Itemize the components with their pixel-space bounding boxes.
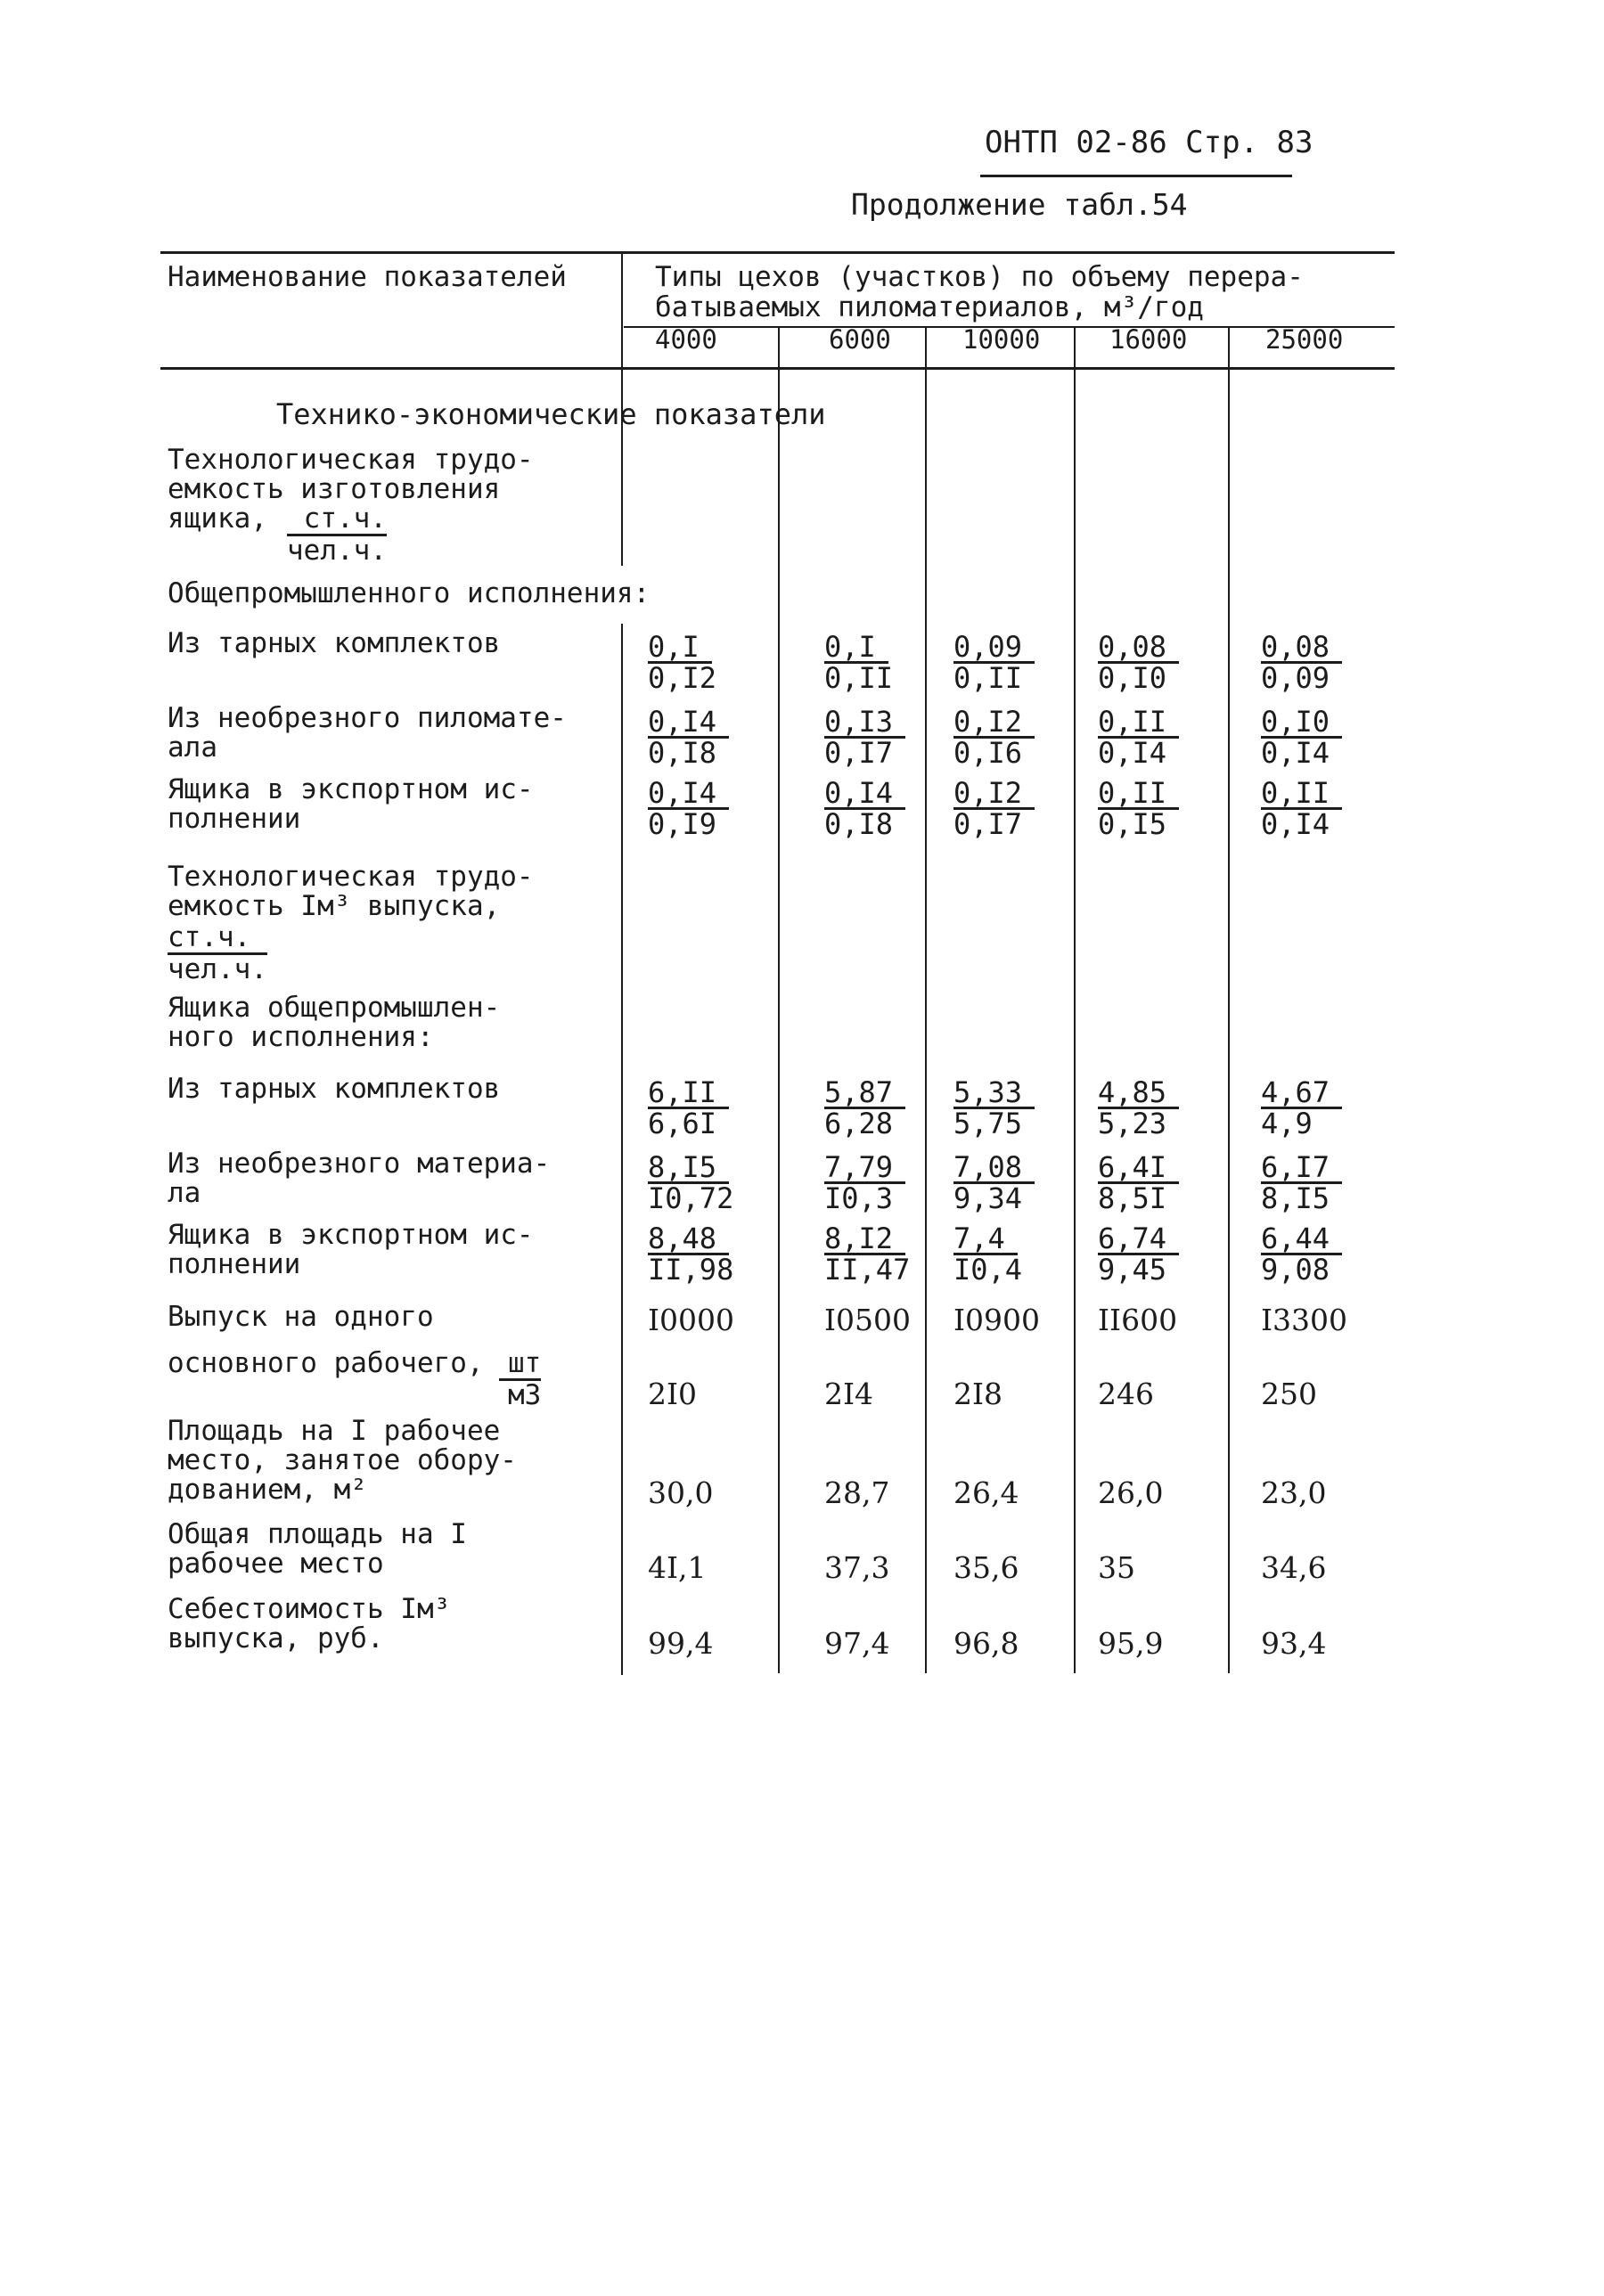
fraction-cell	[1261, 630, 1342, 695]
fraction-cell	[824, 776, 905, 841]
value-cell: 26,4	[953, 1475, 1019, 1510]
column-header-types-line1: Типы цехов (участков) по объему перера-	[655, 261, 1304, 293]
fraction-numerator: 8,I5	[648, 1153, 729, 1184]
value-cell: I0000	[648, 1303, 735, 1337]
fraction-denominator: 9,45	[1098, 1253, 1167, 1287]
value-cell: I3300	[1261, 1303, 1348, 1337]
fraction-numerator: 5,87	[824, 1078, 905, 1109]
column-header-6000: 6000	[829, 324, 891, 355]
fraction-cell	[648, 1150, 734, 1215]
fraction-denominator: 9,34	[953, 1181, 1023, 1215]
fraction-numerator: 8,48	[648, 1224, 729, 1255]
fraction-cell	[1261, 705, 1342, 770]
fraction-numerator: 4,67	[1261, 1078, 1342, 1109]
fraction-cell	[1098, 705, 1179, 770]
column-divider-1	[778, 328, 780, 1673]
fraction-cell	[1261, 776, 1342, 841]
row-label: место, занятое обору-	[168, 1444, 517, 1476]
fraction-denominator: 0,II	[824, 661, 894, 695]
row-label: ала	[168, 731, 217, 764]
fraction-numerator: 6,44	[1261, 1224, 1342, 1255]
fraction-cell	[824, 1075, 905, 1140]
value-cell: 99,4	[648, 1626, 714, 1661]
fraction-denominator: 0,I4	[1261, 807, 1330, 841]
row-label: основного рабочего,	[168, 1347, 484, 1379]
section-title: Технико-экономические показатели	[276, 397, 826, 431]
fraction-numerator: 6,4I	[1098, 1153, 1179, 1184]
column-header-10000: 10000	[962, 324, 1041, 355]
header-underline	[980, 175, 1292, 177]
group1-unit	[287, 504, 387, 566]
value-cell: 93,4	[1261, 1626, 1327, 1661]
fraction-cell	[1098, 630, 1179, 695]
unit-denominator: чел.ч.	[168, 953, 267, 985]
row-label: ла	[168, 1177, 201, 1209]
fraction-denominator: 0,I7	[824, 736, 894, 770]
unit-numerator: шт	[499, 1349, 541, 1381]
group1-title-line: ящика,	[168, 503, 267, 535]
table-continuation: Продолжение табл.54	[851, 187, 1188, 222]
row-label: Площадь на I рабочее	[168, 1415, 501, 1447]
value-cell: 4I,1	[648, 1550, 707, 1585]
fraction-numerator: 0,I	[824, 633, 888, 664]
fraction-numerator: 0,I4	[648, 779, 729, 810]
column-divider-4	[1228, 328, 1230, 1673]
fraction-denominator: 5,75	[953, 1107, 1023, 1140]
row-label: рабочее место	[168, 1548, 384, 1580]
group2-unit	[168, 923, 267, 985]
fraction-numerator: 5,33	[953, 1078, 1035, 1109]
value-cell: 2I0	[648, 1377, 698, 1411]
row-label: Из тарных комплектов	[168, 627, 501, 659]
value-cell: 30,0	[648, 1475, 714, 1510]
fraction-cell	[824, 630, 894, 695]
fraction-numerator: 4,85	[1098, 1078, 1179, 1109]
column-header-name: Наименование показателей	[168, 261, 567, 293]
value-cell: 2I8	[953, 1377, 1003, 1411]
fraction-numerator: 0,I2	[953, 707, 1035, 739]
unit-numerator: ст.ч.	[287, 504, 387, 536]
fraction-denominator: 0,I0	[1098, 661, 1167, 695]
fraction-cell	[648, 630, 717, 695]
subgroup2-title-line: Ящика общепромышлен-	[168, 992, 501, 1024]
unit-denominator: м3	[508, 1379, 542, 1411]
fraction-cell	[1098, 1222, 1179, 1287]
fraction-numerator: 0,I	[648, 633, 712, 664]
value-cell: 23,0	[1261, 1475, 1327, 1510]
row-label: Из необрезного материа-	[168, 1148, 551, 1180]
fraction-cell	[953, 630, 1035, 695]
table-divider-name-lower	[621, 624, 623, 1675]
value-cell: 250	[1261, 1377, 1317, 1411]
document-code: ОНТП 02-86 Стр. 83	[985, 125, 1313, 160]
row-label: выпуска, руб.	[168, 1622, 384, 1655]
fraction-cell	[824, 1150, 905, 1215]
fraction-numerator: 0,II	[1261, 779, 1342, 810]
fraction-numerator: 0,09	[953, 633, 1035, 664]
fraction-denominator: 8,5I	[1098, 1181, 1167, 1215]
fraction-denominator: 6,6I	[648, 1107, 717, 1140]
fraction-cell	[953, 1075, 1035, 1140]
fraction-numerator: 7,79	[824, 1153, 905, 1184]
fraction-cell	[1261, 1075, 1342, 1140]
fraction-cell	[824, 1222, 911, 1287]
subgroup1-title: Общепромышленного исполнения:	[168, 577, 651, 609]
value-cell: I0500	[824, 1303, 912, 1337]
fraction-numerator: 0,I0	[1261, 707, 1342, 739]
fraction-denominator: 5,23	[1098, 1107, 1167, 1140]
row-unit-wrap	[499, 1349, 541, 1410]
fraction-denominator: 6,28	[824, 1107, 894, 1140]
row-label: дованием, м²	[168, 1474, 367, 1506]
row-label: Выпуск на одного	[168, 1301, 434, 1333]
fraction-denominator: 0,I4	[1261, 736, 1330, 770]
group2-title-line: Технологическая трудо-	[168, 861, 534, 893]
fraction-denominator: I0,4	[953, 1253, 1023, 1287]
fraction-denominator: 0,09	[1261, 661, 1330, 695]
group2-title-line: емкость Iм³ выпуска,	[168, 890, 501, 922]
fraction-cell	[953, 1150, 1035, 1215]
fraction-numerator: 7,08	[953, 1153, 1035, 1184]
fraction-denominator: 0,I9	[648, 807, 717, 841]
value-cell: 97,4	[824, 1626, 890, 1661]
row-label: полнении	[168, 803, 301, 835]
fraction-denominator: I0,3	[824, 1181, 894, 1215]
fraction-numerator: 0,I3	[824, 707, 905, 739]
column-header-25000: 25000	[1265, 324, 1344, 355]
fraction-cell	[1098, 776, 1179, 841]
fraction-denominator: 0,II	[953, 661, 1023, 695]
fraction-numerator: 0,I2	[953, 779, 1035, 810]
unit-numerator: ст.ч.	[168, 923, 267, 955]
fraction-numerator: 0,II	[1098, 707, 1179, 739]
fraction-denominator: 0,I6	[953, 736, 1023, 770]
fraction-denominator: 0,I5	[1098, 807, 1167, 841]
row-label: Себестоимость Iм³	[168, 1593, 451, 1625]
fraction-denominator: 0,I7	[953, 807, 1023, 841]
fraction-cell	[648, 705, 729, 770]
fraction-cell	[648, 1075, 729, 1140]
group1-title-line: Технологическая трудо-	[168, 444, 534, 476]
row-label: Ящика в экспортном ис-	[168, 773, 534, 805]
fraction-numerator: 8,I2	[824, 1224, 905, 1255]
fraction-cell	[648, 776, 729, 841]
fraction-numerator: 0,08	[1261, 633, 1342, 664]
fraction-cell	[953, 776, 1035, 841]
value-cell: I0900	[953, 1303, 1041, 1337]
fraction-numerator: 0,I4	[648, 707, 729, 739]
fraction-cell	[1098, 1075, 1179, 1140]
fraction-denominator: 8,I5	[1261, 1181, 1330, 1215]
fraction-denominator: I0,72	[648, 1181, 734, 1215]
column-header-4000: 4000	[655, 324, 717, 355]
fraction-denominator: 4,9	[1261, 1107, 1313, 1140]
fraction-numerator: 6,I7	[1261, 1153, 1342, 1184]
fraction-cell	[1098, 1150, 1179, 1215]
fraction-cell	[1261, 1222, 1342, 1287]
fraction-numerator: 0,II	[1098, 779, 1179, 810]
row-label: полнении	[168, 1248, 301, 1280]
column-header-16000: 16000	[1109, 324, 1188, 355]
row-unit	[499, 1349, 541, 1410]
value-cell: 35,6	[953, 1550, 1019, 1585]
group1-title-line: емкость изготовления	[168, 473, 501, 505]
fraction-cell	[953, 1222, 1023, 1287]
fraction-numerator: 6,II	[648, 1078, 729, 1109]
row-label: Из необрезного пиломате-	[168, 702, 567, 734]
row-label: Из тарных комплектов	[168, 1073, 501, 1105]
value-cell: 37,3	[824, 1550, 890, 1585]
fraction-cell	[824, 705, 905, 770]
value-cell: 35	[1098, 1550, 1135, 1585]
value-cell: 34,6	[1261, 1550, 1327, 1585]
value-cell: II600	[1098, 1303, 1178, 1337]
fraction-cell	[648, 1222, 734, 1287]
value-cell: 246	[1098, 1377, 1154, 1411]
column-divider-3	[1074, 328, 1076, 1673]
row-label: Общая площадь на I	[168, 1518, 467, 1550]
unit-denominator: чел.ч.	[287, 535, 387, 567]
subgroup2-title-line: ного исполнения:	[168, 1021, 434, 1053]
fraction-cell	[953, 705, 1035, 770]
fraction-denominator: 0,I8	[648, 736, 717, 770]
row-label: Ящика в экспортном ис-	[168, 1219, 534, 1251]
table-top-rule	[160, 251, 1395, 254]
value-cell: 28,7	[824, 1475, 890, 1510]
value-cell: 95,9	[1098, 1626, 1164, 1661]
fraction-numerator: 0,I4	[824, 779, 905, 810]
fraction-numerator: 6,74	[1098, 1224, 1179, 1255]
fraction-numerator: 7,4	[953, 1224, 1018, 1255]
fraction-denominator: 0,I4	[1098, 736, 1167, 770]
value-cell: 26,0	[1098, 1475, 1164, 1510]
value-cell: 96,8	[953, 1626, 1019, 1661]
column-header-types-line2: батываемых пиломатериалов, м³/год	[655, 291, 1204, 323]
fraction-numerator: 0,08	[1098, 633, 1179, 664]
column-divider-2	[925, 328, 927, 1673]
fraction-denominator: II,47	[824, 1253, 911, 1287]
fraction-denominator: 0,I8	[824, 807, 894, 841]
fraction-cell	[1261, 1150, 1342, 1215]
fraction-denominator: 9,08	[1261, 1253, 1330, 1287]
fraction-denominator: 0,I2	[648, 661, 717, 695]
fraction-denominator: II,98	[648, 1253, 734, 1287]
value-cell: 2I4	[824, 1377, 874, 1411]
